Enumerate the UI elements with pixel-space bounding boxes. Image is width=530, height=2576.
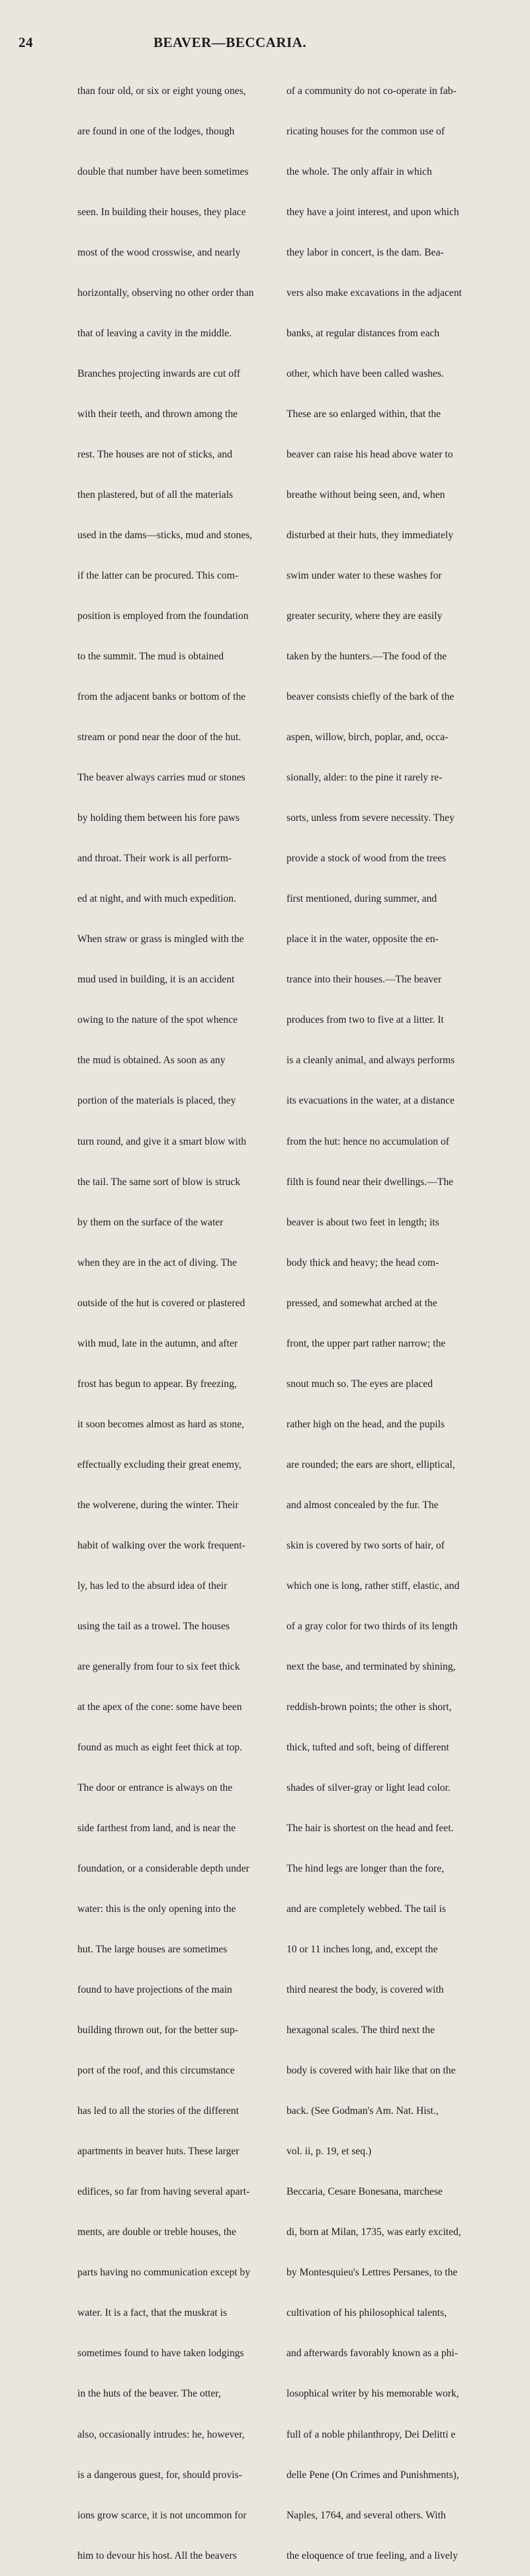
text-line: from the hut: hence no accumulation of	[287, 1135, 449, 1147]
text-line: water: this is the only opening into the	[77, 1903, 236, 1915]
text-line: body is covered with hair like that on the	[287, 2065, 456, 2077]
text-line: beaver is about two feet in length; its	[287, 1216, 439, 1228]
text-line: the whole. The only affair in which	[287, 166, 432, 177]
right-column	[287, 58, 462, 2576]
text-line: and are completely webbed. The tail is	[287, 1903, 446, 1915]
text-line: outside of the hut is covered or plastered	[77, 1297, 245, 1309]
text-line: position is employed from the foundation	[77, 610, 249, 622]
text-line: with their teeth, and thrown among the	[77, 408, 238, 420]
text-line: front, the upper part rather narrow; the	[287, 1337, 446, 1349]
text-line: they have a joint interest, and upon which	[287, 206, 459, 218]
text-line: vers also make excavations in the adjacent	[287, 287, 462, 299]
text-line: found as much as eight feet thick at top.	[77, 1741, 242, 1753]
text-line: is a cleanly animal, and always performs	[287, 1055, 455, 1067]
text-line: edifices, so far from having several apart-	[77, 2186, 250, 2198]
text-line: banks, at regular distances from each	[287, 327, 440, 339]
text-line: thick, tufted and soft, being of different	[287, 1741, 449, 1753]
text-line: and throat. Their work is all perform-	[77, 853, 232, 865]
text-line: frost has begun to appear. By freezing,	[77, 1378, 237, 1390]
text-line: rest. The houses are not of sticks, and	[77, 448, 232, 460]
text-line: used in the dams—sticks, mud and stones,	[77, 530, 253, 542]
text-line: horizontally, observing no other order than	[77, 287, 254, 299]
text-line: snout much so. The eyes are placed	[287, 1378, 433, 1390]
text-line: are rounded; the ears are short, elliptical,	[287, 1458, 455, 1470]
text-line: pressed, and somewhat arched at the	[287, 1297, 437, 1309]
text-line: aspen, willow, birch, poplar, and, occa-	[287, 732, 449, 743]
text-line: skin is covered by two sorts of hair, of	[287, 1539, 445, 1551]
text-line: owing to the nature of the spot whence	[77, 1014, 238, 1026]
text-line: first mentioned, during summer, and	[287, 893, 437, 905]
text-line: sometimes found to have taken lodgings	[77, 2348, 244, 2360]
text-line: by Montesquieu's Lettres Persanes, to the	[287, 2267, 458, 2279]
text-line: apartments in beaver huts. These larger	[77, 2146, 240, 2158]
text-line: port of the roof, and this circumstance	[77, 2065, 235, 2077]
text-line: foundation, or a considerable depth under	[77, 1863, 249, 1875]
text-line: also, occasionally intrudes: he, however,	[77, 2428, 245, 2440]
text-line: when they are in the act of diving. The	[77, 1257, 237, 1268]
text-line: is a dangerous guest, for, should provis-	[77, 2469, 242, 2481]
text-line: greater security, where they are easily	[287, 610, 443, 622]
text-line: using the tail as a trowel. The houses	[77, 1620, 230, 1632]
text-line: than four old, or six or eight young ones,	[77, 85, 246, 97]
text-line: it soon becomes almost as hard as stone,	[77, 1418, 245, 1430]
text-line: if the latter can be procured. This com-	[77, 570, 239, 582]
text-line: ed at night, and with much expedition.	[77, 893, 236, 905]
text-line: These are so enlarged within, that the	[287, 408, 441, 420]
text-line: rather high on the head, and the pupils	[287, 1418, 445, 1430]
text-line: in the huts of the beaver. The otter,	[77, 2388, 221, 2400]
text-line: beaver can raise his head above water to	[287, 448, 453, 460]
text-line: habit of walking over the work frequent-	[77, 1539, 245, 1551]
text-line: stream or pond near the door of the hut.	[77, 732, 242, 743]
text-line: then plastered, but of all the materials	[77, 489, 234, 501]
text-line: parts having no communication except by	[77, 2267, 251, 2279]
text-line: 10 or 11 inches long, and, except the	[287, 1944, 438, 1956]
text-line: side farthest from land, and is near the	[77, 1823, 236, 1835]
text-line: portion of the materials is placed, they	[77, 1095, 236, 1107]
text-line: di, born at Milan, 1735, was early excited,	[287, 2226, 461, 2238]
text-line: The door or entrance is always on the	[77, 1782, 233, 1793]
text-line: its evacuations in the water, at a distance	[287, 1095, 455, 1107]
text-line: effectually excluding their great enemy,	[77, 1458, 242, 1470]
text-line: and afterwards favorably known as a phi-	[287, 2348, 458, 2360]
text-line: are generally from four to six feet thick	[77, 1660, 240, 1672]
text-line: hexagonal scales. The third next the	[287, 2025, 435, 2036]
text-line: him to devour his host. All the beavers	[77, 2550, 237, 2561]
text-line: reddish-brown points; the other is short,	[287, 1701, 452, 1713]
left-column	[77, 58, 254, 2576]
text-line: the tail. The same sort of blow is struck	[77, 1176, 241, 1188]
text-line: of a gray color for two thirds of its length	[287, 1620, 458, 1632]
text-line: at the apex of the cone: some have been	[77, 1701, 242, 1713]
text-line: body thick and heavy; the head com-	[287, 1257, 439, 1268]
text-line: provide a stock of wood from the trees	[287, 853, 447, 865]
text-line: Beccaria, Cesare Bonesana, marchese	[287, 2186, 443, 2198]
text-line: filth is found near their dwellings.—The	[287, 1176, 454, 1188]
text-line: place it in the water, opposite the en-	[287, 933, 439, 945]
text-line: vol. ii, p. 19, et seq.)	[287, 2146, 372, 2158]
page-number: 24	[19, 34, 33, 50]
text-line: Branches projecting inwards are cut off	[77, 367, 241, 379]
text-line: other, which have been called washes.	[287, 367, 444, 379]
text-line: by holding them between his fore paws	[77, 812, 240, 824]
text-line: next the base, and terminated by shining,	[287, 1660, 456, 1672]
text-line: breathe without being seen, and, when	[287, 489, 445, 501]
text-line: produces from two to five at a litter. It	[287, 1014, 444, 1026]
text-line: water. It is a fact, that the muskrat is	[77, 2307, 228, 2319]
text-line: that of leaving a cavity in the middle.	[77, 327, 232, 339]
text-line: with mud, late in the autumn, and after	[77, 1337, 238, 1349]
text-line: disturbed at their huts, they immediately	[287, 530, 454, 542]
text-line: cultivation of his philosophical talents,	[287, 2307, 447, 2319]
text-line: The beaver always carries mud or stones	[77, 772, 245, 784]
text-line: swim under water to these washes for	[287, 570, 442, 582]
text-line: which one is long, rather stiff, elastic, and	[287, 1580, 460, 1592]
text-line: beaver consists chiefly of the bark of the	[287, 691, 455, 703]
text-line: shades of silver-gray or light lead color.	[287, 1782, 451, 1793]
text-line: by them on the surface of the water	[77, 1216, 224, 1228]
text-line: trance into their houses.—The beaver	[287, 974, 442, 986]
text-line: seen. In building their houses, they place	[77, 206, 246, 218]
text-line: ments, are double or treble houses, the	[77, 2226, 236, 2238]
text-line: building thrown out, for the better sup-	[77, 2025, 238, 2036]
text-line: the eloquence of true feeling, and a lively	[287, 2550, 458, 2561]
text-line: double that number have been sometimes	[77, 166, 249, 177]
text-line: ions grow scarce, it is not uncommon for	[77, 2509, 247, 2521]
running-head: BEAVER—BECCARIA.	[154, 34, 307, 50]
text-line: delle Pene (On Crimes and Punishments),	[287, 2469, 459, 2481]
text-line: Naples, 1764, and several others. With	[287, 2509, 446, 2521]
text-line: the wolverene, during the winter. Their	[77, 1499, 239, 1511]
text-line: losophical writer by his memorable work,	[287, 2388, 459, 2400]
text-line: turn round, and give it a smart blow with	[77, 1135, 247, 1147]
text-line: the mud is obtained. As soon as any	[77, 1055, 226, 1067]
text-line: most of the wood crosswise, and nearly	[77, 246, 241, 258]
text-line: When straw or grass is mingled with the	[77, 933, 244, 945]
text-line: full of a noble philanthropy, Dei Delitti e	[287, 2428, 456, 2440]
text-line: to the summit. The mud is obtained	[77, 651, 224, 663]
text-line: back. (See Godman's Am. Nat. Hist.,	[287, 2105, 439, 2117]
text-line: sorts, unless from severe necessity. They	[287, 812, 455, 824]
text-line: hut. The large houses are sometimes	[77, 1944, 228, 1956]
text-line: ricating houses for the common use of	[287, 125, 445, 137]
text-line: found to have projections of the main	[77, 1984, 232, 1996]
text-line: sionally, alder: to the pine it rarely re-	[287, 772, 443, 784]
text-line: taken by the hunters.—The food of the	[287, 651, 447, 663]
text-line: third nearest the body, is covered with	[287, 1984, 444, 1996]
text-line: has led to all the stories of the different	[77, 2105, 239, 2117]
text-line: of a community do not co-operate in fab-	[287, 85, 457, 97]
text-line: are found in one of the lodges, though	[77, 125, 235, 137]
text-line: The hind legs are longer than the fore,	[287, 1863, 445, 1875]
text-line: from the adjacent banks or bottom of the	[77, 691, 246, 703]
text-line: ly, has led to the absurd idea of their	[77, 1580, 228, 1592]
text-line: and almost concealed by the fur. The	[287, 1499, 439, 1511]
text-line: mud used in building, it is an accident	[77, 974, 235, 986]
text-line: The hair is shortest on the head and feet.	[287, 1823, 454, 1835]
text-line: they labor in concert, is the dam. Bea-	[287, 246, 444, 258]
